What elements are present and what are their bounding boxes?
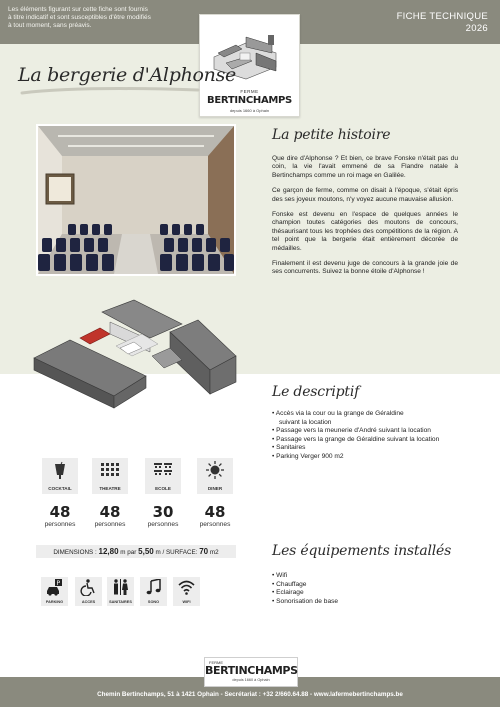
capacity-label: THEATRE [99, 486, 121, 491]
capacity-unit: personnes [94, 521, 126, 528]
amenity-acces [75, 577, 102, 606]
room-photo [36, 124, 236, 276]
capacity-number: 48 [99, 503, 121, 521]
list-item: • Passage vers la grange de Géraldine suivant la location [272, 436, 472, 445]
capacity-ecole [143, 458, 183, 528]
descriptif-list [272, 410, 472, 462]
music-note-icon [145, 579, 162, 596]
capacity-number: 48 [49, 503, 71, 521]
dimensions-length: 12,80 [98, 547, 119, 556]
capacity-number: 48 [204, 503, 226, 521]
dimensions-bar [36, 545, 236, 558]
room-photo-illustration [38, 126, 234, 274]
dimensions-width: 5,50 [138, 547, 154, 556]
amenity-sanitaires [107, 577, 134, 606]
capacity-label: ECOLE [155, 486, 171, 491]
capacity-unit: personnes [44, 521, 76, 528]
amenity-label: WIFI [182, 600, 191, 604]
footer-logo-ferme: FERME [209, 660, 223, 665]
diner-tile [197, 458, 233, 494]
fiche-title: FICHE TECHNIQUE [396, 11, 488, 22]
histoire-text [272, 155, 458, 284]
amenity-label: PARKING [45, 600, 64, 604]
histoire-paragraph: Que dire d'Alphonse ? Et bien, ce brave Fonske n'était pas du coin, la vie l'avait emmené de sa Flandre natale à Bertinchamps comme un roi mage en Galilée. [272, 155, 458, 179]
capacity-unit: personnes [199, 521, 231, 528]
list-item: • Eclairage [272, 589, 472, 598]
dimensions-length-unit: m par [118, 549, 139, 556]
dimensions-width-unit: m / SURFACE: [153, 549, 200, 556]
logo-since: depuis 1660 à Ophain [229, 108, 270, 113]
list-item: • Sonorisation de base [272, 598, 472, 607]
footer-address: Chemin Bertinchamps, 51 à 1421 Ophain - Secrétariat : +32 2/660.64.88 - www.lafermebertinchamps.be [97, 691, 403, 698]
list-item: suivant la location [279, 418, 332, 426]
disclaimer [8, 6, 208, 30]
list-item: • Passage vers la meunerie d'André suivant la location [272, 427, 472, 436]
building-plan-3d [30, 298, 240, 426]
amenity-wifi [173, 577, 200, 606]
diner-icon [205, 461, 225, 481]
capacity-cocktail [40, 458, 80, 528]
disclaimer-line: Les éléments figurant sur cette fiche sont fournis [8, 6, 148, 13]
amenity-label: ACCES [81, 600, 96, 604]
equipements-list [272, 572, 472, 606]
list-item: • Chauffage [272, 581, 472, 590]
theatre-tile [92, 458, 128, 494]
histoire-heading: La petite histoire [272, 127, 391, 143]
list-item: • Wifi [272, 572, 472, 581]
logo-ferme: FERME [240, 89, 259, 94]
theatre-icon [100, 461, 120, 481]
footer-logo-since: depuis 1660 à Ophain [232, 678, 270, 682]
disclaimer-line: à titre indicatif et sont susceptibles d'être modifiés [8, 14, 151, 21]
wifi-icon [178, 579, 195, 596]
capacity-number: 30 [152, 503, 174, 521]
svg-text:P: P [56, 580, 61, 587]
capacity-diner [195, 458, 235, 528]
descriptif-heading: Le descriptif [272, 384, 360, 400]
amenity-sono [140, 577, 167, 606]
capacity-unit: personnes [147, 521, 179, 528]
page-title: La bergerie d'Alphonse [18, 64, 236, 86]
fiche-year: 2026 [465, 23, 488, 34]
disclaimer-line: à tout moment, sans préavis. [8, 22, 92, 29]
cocktail-tile [42, 458, 78, 494]
accessibility-icon [80, 579, 97, 596]
amenity-label: SONO [147, 600, 160, 604]
histoire-paragraph: Ce garçon de ferme, comme on disait à l'époque, s'était épris des ses joyeux moutons, n'y voyez aucune mauvaise allusion. [272, 187, 458, 203]
footer-logo [204, 657, 298, 687]
cocktail-icon [50, 461, 70, 481]
list-item: • Accès via la cour ou la grange de Géraldine [272, 410, 472, 419]
histoire-paragraph: Fonske est devenu en l'espace de quelques années le champion toutes catégories des moutons de concours, thésaurisant tous les trophées des compétitions de la région. A tel point que la bergerie était entièrement décorée de médailles. [272, 211, 458, 252]
fiche-technique-label [397, 11, 488, 35]
dimensions-surface-unit: m2 [208, 549, 219, 556]
capacity-label: DINER [207, 486, 223, 491]
amenity-label: SANITAIRES [109, 600, 132, 604]
logo-name: BERTINCHAMPS [207, 95, 292, 106]
list-item: • Sanitaires [272, 444, 472, 453]
footer-logo-name: BERTINCHAMPS [205, 664, 298, 677]
capacity-theatre [90, 458, 130, 528]
histoire-paragraph: Finalement il est devenu juge de concours à la grande joie de ses concurrents. Suivez la bonne étoile d'Alphonse ! [272, 260, 458, 276]
dimensions-surface: 70 [199, 547, 209, 556]
equipements-heading: Les équipements installés [272, 543, 452, 559]
parking-icon [46, 579, 63, 596]
capacity-label: COCKTAIL [48, 486, 72, 491]
ecole-tile [145, 458, 181, 494]
title-underline-swoosh [20, 86, 200, 96]
list-item: • Parking Verger 900 m2 [272, 453, 472, 462]
toilets-icon [112, 579, 129, 596]
ecole-icon [153, 461, 173, 481]
amenity-parking [41, 577, 68, 606]
dimensions-prefix: DIMENSIONS : [53, 549, 99, 556]
